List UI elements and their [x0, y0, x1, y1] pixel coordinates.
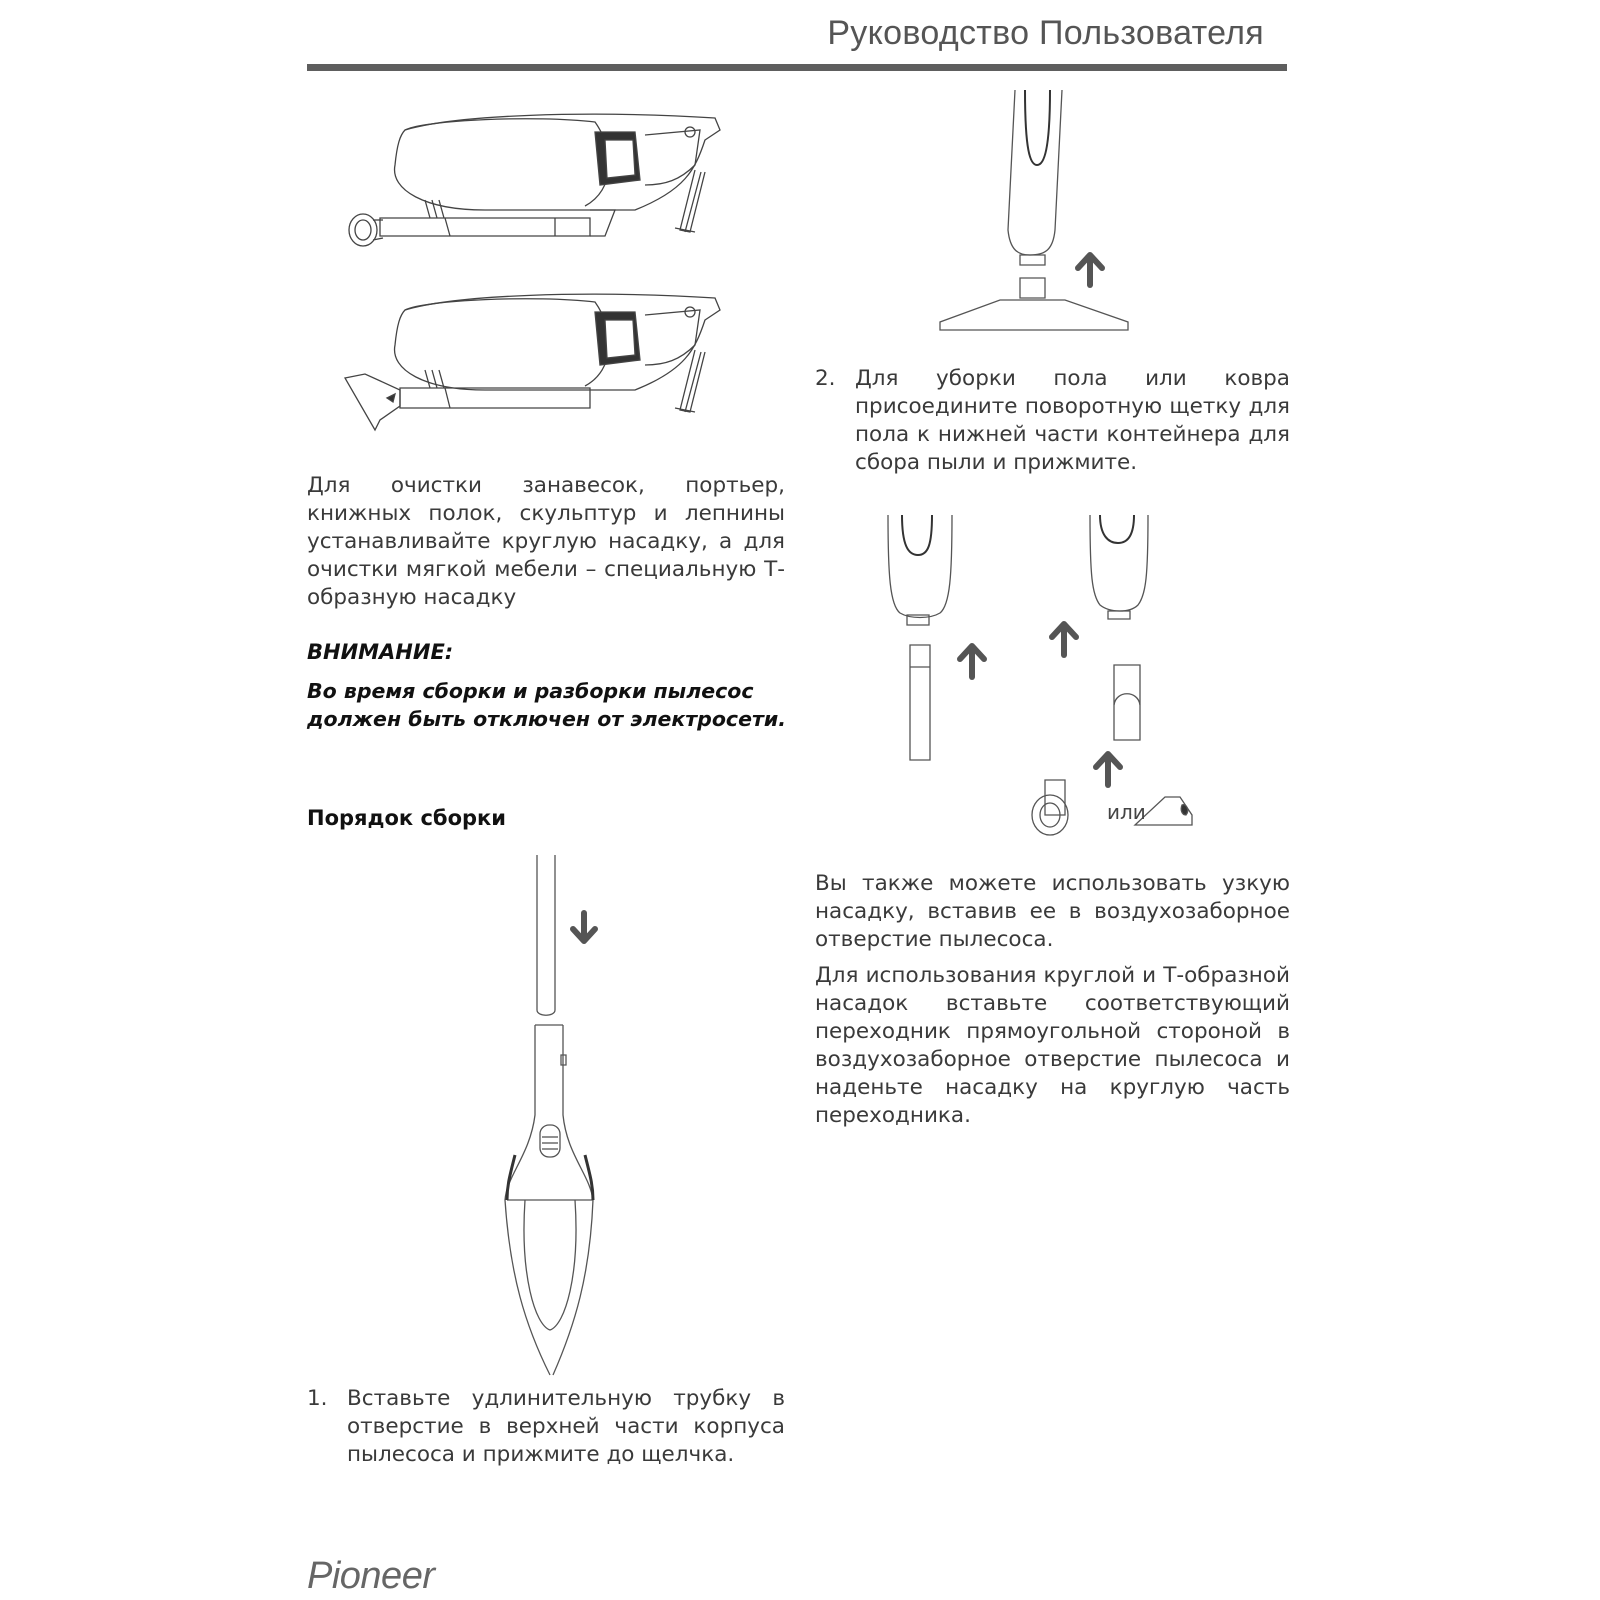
assembly-section-title: Порядок сборки: [307, 806, 507, 830]
intro-paragraph: [307, 472, 785, 612]
extension-tube: [400, 388, 590, 408]
vacuum-round-nozzle-illustration: [335, 110, 735, 260]
dust-container-outline: [405, 119, 609, 206]
nozzle-attachment-illustration: [880, 515, 1220, 855]
arrow-down-icon: [573, 913, 595, 941]
narrow-nozzle-paragraph: [815, 870, 1290, 954]
narrow-nozzle: [910, 645, 930, 760]
extension-tube-part: [537, 855, 555, 1015]
page-header-title: Руководство Пользователя: [827, 14, 1264, 52]
stand-outline: [675, 170, 705, 232]
step-1-text: Вставьте удлинительную трубку в отверстие в верхней части корпуса пылесоса и прижмите до щелчка.: [347, 1386, 785, 1467]
brand-logo: Pioneer: [307, 1555, 435, 1597]
step-2-text: Для уборки пола или ковра присоедините поворотную щетку для пола к нижней части контейнера для сбора пыли и прижмите.: [855, 366, 1290, 475]
warning-body: Во время сборки и разборки пылесос должен быть отключен от электросети.: [307, 679, 787, 731]
brush-neck: [1020, 278, 1045, 298]
t-nozzle: [345, 374, 400, 430]
round-nozzle: [1045, 780, 1065, 815]
adapter-paragraph: [815, 962, 1290, 1130]
vacuum-bottom-part: [1008, 90, 1062, 255]
handle-outline: [645, 130, 700, 185]
step-2-number: 2.: [815, 366, 836, 391]
adapter-paragraph-text: Для использования круглой и Т-образной насадок вставьте соответствующий переходник прямоугольной стороной в воздухозаборное отверстие пылесоса и наденьте насадку на круглую часть переходника.: [815, 963, 1290, 1128]
arrow-up-icon: [1078, 255, 1102, 285]
step-2: [815, 365, 1290, 477]
step-1: [307, 1385, 785, 1469]
warning-title: ВНИМАНИЕ:: [307, 640, 454, 664]
narrow-nozzle-paragraph-text: Вы также можете использовать узкую насадку, вставив ее в воздухозаборное отверстие пылесоса.: [815, 871, 1290, 952]
vacuum-bottom-right: [1090, 515, 1148, 611]
arrow-up-icon: [960, 646, 984, 677]
vacuum-body-outline: [395, 294, 720, 390]
floor-brush: [940, 300, 1128, 330]
header-divider: [307, 64, 1287, 71]
vacuum-t-nozzle-illustration: [335, 290, 735, 440]
step-1-number: 1.: [307, 1386, 328, 1411]
round-nozzle: [349, 214, 377, 246]
extension-tube: [380, 218, 590, 236]
intro-paragraph-text: Для очистки занавесок, портьер, книжных полок, скульптур и лепнины устанавливайте круглую насадку, а для очистки мягкой мебели – специальную Т-образную насадку: [307, 473, 785, 610]
release-button: [540, 1125, 560, 1157]
window-outline: [524, 1200, 576, 1330]
arrow-up-icon: [1052, 624, 1076, 655]
tube-insertion-illustration: [495, 855, 625, 1375]
power-button: [685, 127, 695, 137]
floor-brush-illustration: [940, 90, 1160, 340]
adapter: [1114, 665, 1140, 740]
or-label: или: [1107, 800, 1146, 824]
vacuum-bottom-left: [888, 515, 952, 618]
arrow-up-icon: [1096, 754, 1120, 785]
vacuum-body-outline: [395, 114, 720, 210]
